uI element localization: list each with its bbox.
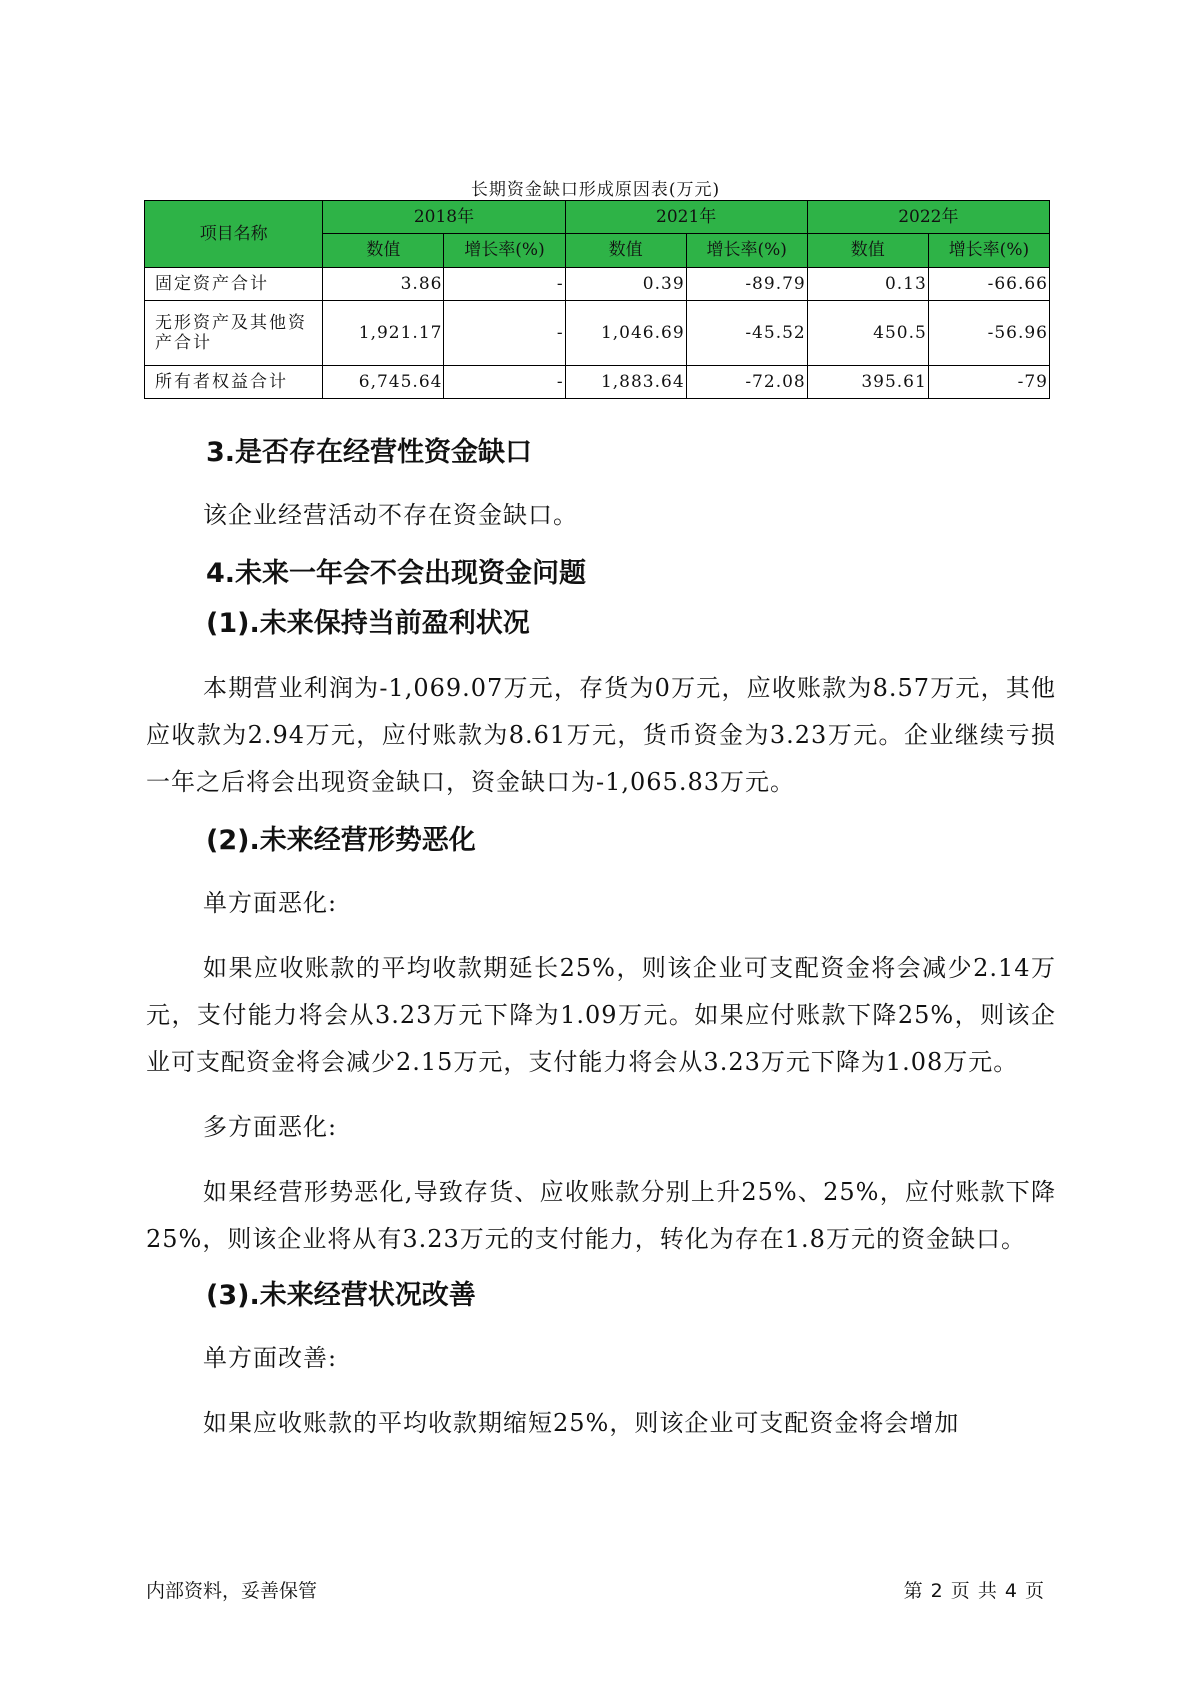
table-cell: -79: [928, 366, 1049, 399]
paragraph: 单方面恶化:: [203, 889, 338, 917]
paragraph: 该企业经营活动不存在资金缺口。: [203, 501, 578, 529]
capital-gap-table: [144, 200, 1050, 399]
subheader-value: 数值: [807, 234, 928, 268]
paragraph: 多方面恶化:: [203, 1113, 338, 1141]
paragraph: 单方面改善:: [203, 1344, 338, 1372]
paragraph: 如果应收账款的平均收款期缩短25%，则该企业可支配资金将会增加: [203, 1409, 960, 1437]
table-row: [145, 301, 1050, 366]
table-cell: 395.61: [807, 366, 928, 399]
table-cell: 0.39: [565, 268, 686, 301]
header-year-2022: 2022年: [807, 201, 1049, 234]
paragraph: 如果经营形势恶化,导致存货、应收账款分别上升25%、25%，应付账款下降25%，则该企业将从有3.23万元的支付能力，转化为存在1.8万元的资金缺口。: [146, 1178, 1056, 1253]
row-label: 无形资产及其他资产合计: [145, 301, 323, 366]
row-label: 固定资产合计: [145, 268, 323, 301]
subheader-value: 数值: [565, 234, 686, 268]
table-row: [145, 268, 1050, 301]
table-row: [145, 366, 1050, 399]
paragraph: 本期营业利润为-1,069.07万元，存货为0万元，应收账款为8.57万元，其他应收款为2.94万元，应付账款为8.61万元，货币资金为3.23万元。企业继续亏损一年之后将会出现资金缺口，资金缺口为-1,065.83万元。: [146, 674, 1056, 796]
table-cell: -72.08: [686, 366, 807, 399]
table-cell: 450.5: [807, 301, 928, 366]
table-cell: -66.66: [928, 268, 1049, 301]
table-cell: 0.13: [807, 268, 928, 301]
header-year-2021: 2021年: [565, 201, 807, 234]
table-cell: -56.96: [928, 301, 1049, 366]
section-heading-3: 3.是否存在经营性资金缺口: [206, 437, 533, 468]
subsection-heading-1: (1).未来保持当前盈利状况: [206, 608, 530, 639]
table-cell: -: [444, 366, 565, 399]
table-cell: -: [444, 268, 565, 301]
table-cell: 3.86: [323, 268, 444, 301]
header-item-name: 项目名称: [145, 201, 323, 268]
subsection-heading-3: (3).未来经营状况改善: [206, 1280, 476, 1311]
paragraph: 如果应收账款的平均收款期延长25%，则该企业可支配资金将会减少2.14万元，支付能力将会从3.23万元下降为1.09万元。如果应付账款下降25%，则该企业可支配资金将会减少2.15万元，支付能力将会从3.23万元下降为1.08万元。: [146, 954, 1056, 1076]
subheader-value: 数值: [323, 234, 444, 268]
table-cell: 6,745.64: [323, 366, 444, 399]
table-cell: 1,921.17: [323, 301, 444, 366]
subheader-rate: 增长率(%): [444, 234, 565, 268]
table-cell: -45.52: [686, 301, 807, 366]
table-cell: 1,883.64: [565, 366, 686, 399]
footer-confidential-note: 内部资料，妥善保管: [146, 1580, 318, 1602]
subheader-rate: 增长率(%): [686, 234, 807, 268]
subheader-rate: 增长率(%): [928, 234, 1049, 268]
table-cell: -89.79: [686, 268, 807, 301]
subsection-heading-2: (2).未来经营形势恶化: [206, 825, 476, 856]
body-content: [146, 430, 1056, 1447]
header-year-2018: 2018年: [323, 201, 565, 234]
table-cell: -: [444, 301, 565, 366]
row-label: 所有者权益合计: [145, 366, 323, 399]
footer-page-number: 第 2 页 共 4 页: [903, 1580, 1045, 1602]
table-caption: 长期资金缺口形成原因表(万元): [470, 180, 721, 200]
section-heading-4: 4.未来一年会不会出现资金问题: [206, 558, 587, 589]
table-cell: 1,046.69: [565, 301, 686, 366]
